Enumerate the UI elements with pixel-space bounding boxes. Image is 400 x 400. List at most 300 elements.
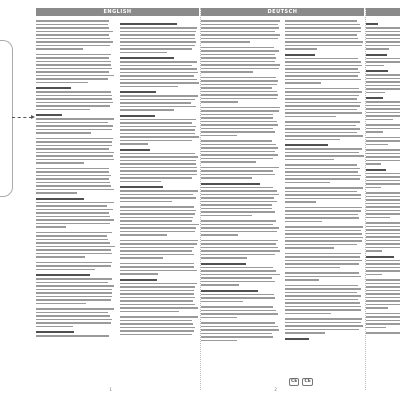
text-line [120, 201, 172, 203]
text-line [285, 237, 363, 239]
text-line [36, 118, 114, 120]
subheading [201, 263, 246, 265]
text-line [201, 154, 278, 156]
text-line [201, 224, 273, 226]
text-line [120, 52, 167, 54]
text-line [36, 34, 109, 36]
text-line [366, 153, 400, 155]
text-line [366, 176, 400, 178]
paragraph [36, 198, 115, 228]
text-line [36, 159, 114, 161]
paragraph [36, 54, 115, 84]
text-line [285, 112, 362, 114]
text-line [120, 220, 192, 222]
text-line [120, 213, 195, 215]
text-line [201, 170, 273, 172]
text-line [120, 224, 199, 226]
text-line [366, 217, 390, 219]
text-line [366, 88, 400, 90]
text-line [201, 227, 279, 229]
paragraph [36, 114, 115, 134]
text-line [120, 197, 196, 199]
subheading [120, 149, 150, 151]
paragraph [201, 220, 280, 236]
text-line [366, 92, 385, 94]
text-line [120, 119, 196, 121]
subheading [366, 169, 386, 171]
text-line [120, 38, 195, 40]
paragraph [120, 57, 199, 87]
text-line [120, 334, 192, 336]
text-line [36, 145, 112, 147]
text-line [201, 250, 280, 252]
text-line [36, 38, 110, 40]
text-line [366, 61, 400, 63]
text-line [285, 171, 358, 173]
text-line [36, 20, 109, 22]
text-line [36, 223, 110, 225]
text-line [36, 91, 111, 93]
paragraph [285, 54, 364, 84]
text-line [201, 284, 239, 286]
text-line [285, 322, 361, 324]
text-line [36, 68, 112, 70]
panel-deutsch [201, 8, 364, 394]
text-line [201, 204, 272, 206]
text-line [36, 122, 108, 124]
text-line [36, 278, 112, 280]
text-line [366, 293, 400, 295]
text-line [201, 64, 280, 66]
text-line [36, 216, 110, 218]
text-line [285, 207, 362, 209]
text-line [201, 167, 279, 169]
paragraph [366, 222, 400, 252]
text-line [120, 75, 194, 77]
text-line [36, 262, 112, 264]
text-line [36, 155, 113, 157]
text-line [36, 269, 95, 271]
text-line [120, 122, 192, 124]
paragraph [36, 274, 115, 304]
text-line [120, 68, 197, 70]
text-line [201, 50, 279, 52]
paragraph [120, 316, 199, 335]
paragraph [36, 308, 115, 327]
text-line [120, 307, 198, 309]
text-line [36, 212, 109, 214]
text-line [120, 250, 192, 252]
subheading [120, 115, 155, 117]
fold-arrow-icon [12, 117, 32, 118]
paragraph [201, 47, 280, 73]
subheading [366, 23, 378, 25]
text-line [285, 155, 364, 157]
text-line [36, 335, 109, 337]
text-line [36, 132, 91, 134]
text-line [366, 112, 400, 114]
paragraph [120, 206, 199, 236]
text-line [285, 148, 362, 150]
panel-heading: ENGLISH [36, 8, 199, 16]
text-line [120, 136, 199, 138]
text-line [120, 41, 196, 43]
text-line [120, 316, 198, 318]
text-line [285, 82, 321, 84]
text-line [201, 61, 275, 63]
text-line [201, 140, 272, 142]
text-line [201, 54, 275, 56]
text-line [285, 288, 361, 290]
paragraph [120, 91, 199, 111]
text-line [366, 210, 400, 212]
text-line [201, 174, 275, 176]
subheading [120, 186, 163, 188]
text-line [201, 208, 272, 210]
paragraph [366, 23, 400, 50]
text-line [366, 192, 400, 194]
text-line [201, 243, 276, 245]
text-line [201, 80, 278, 82]
text-line [201, 340, 237, 342]
text-line [201, 77, 276, 79]
text-line [285, 217, 359, 219]
text-line [285, 105, 360, 107]
text-line [201, 84, 277, 86]
text-line [201, 121, 277, 123]
text-line [285, 302, 360, 304]
text-line [366, 206, 400, 208]
text-line [201, 20, 280, 22]
text-line [36, 205, 107, 207]
text-line [285, 20, 357, 22]
text-line [120, 234, 167, 236]
text-line [366, 119, 393, 121]
text-line [201, 24, 278, 26]
text-line [36, 78, 108, 80]
text-line [285, 260, 362, 262]
text-line [285, 187, 363, 189]
text-line [201, 135, 237, 137]
text-line [285, 329, 359, 331]
paragraph [120, 115, 199, 145]
text-line [285, 27, 361, 29]
text-line [36, 308, 114, 310]
subheading [36, 114, 62, 116]
text-line [36, 219, 114, 221]
text-line [120, 140, 192, 142]
subheading [36, 198, 84, 200]
text-line [120, 263, 194, 265]
paragraph [36, 232, 115, 258]
text-line [36, 54, 111, 56]
text-line [36, 57, 109, 59]
text-line [285, 226, 363, 228]
text-line [120, 323, 193, 325]
text-line [366, 34, 400, 36]
text-line [201, 297, 275, 299]
text-line [201, 281, 275, 283]
text-line [285, 38, 358, 40]
text-line [36, 209, 113, 211]
text-line [285, 41, 363, 43]
text-line [366, 58, 400, 60]
text-line [120, 217, 193, 219]
text-line [120, 99, 195, 101]
text-line [36, 315, 110, 317]
text-line [120, 95, 198, 97]
text-line [36, 61, 111, 63]
subheading [366, 54, 387, 56]
text-line [120, 160, 196, 162]
text-line [36, 249, 111, 251]
text-line [201, 247, 278, 249]
text-line [366, 173, 400, 175]
paragraph [120, 186, 199, 202]
text-line [120, 257, 163, 259]
text-line [366, 290, 400, 292]
text-line [366, 274, 382, 276]
paragraph [366, 97, 400, 120]
text-line [120, 330, 194, 332]
text-line [285, 230, 361, 232]
text-line [201, 313, 278, 315]
text-line [366, 27, 400, 29]
paragraph [201, 140, 280, 163]
text-line [285, 164, 357, 166]
text-line [201, 87, 272, 89]
text-line [285, 48, 317, 50]
fold-margin [0, 0, 34, 400]
text-line [201, 107, 280, 109]
text-line [285, 318, 362, 320]
paragraph [285, 318, 364, 334]
paragraph [285, 207, 364, 223]
text-line [285, 279, 319, 281]
text-line [201, 317, 237, 319]
text-line [285, 178, 360, 180]
paragraph [285, 121, 364, 140]
text-line [285, 182, 330, 184]
text-line [366, 101, 400, 103]
text-line [36, 45, 110, 47]
paragraph [366, 149, 400, 165]
paragraph [120, 279, 199, 313]
text-line [120, 286, 195, 288]
text-line [366, 260, 400, 262]
text-line [36, 24, 108, 26]
paragraph [366, 332, 400, 334]
subheading [366, 256, 394, 258]
text-line [366, 115, 400, 117]
text-line [36, 141, 112, 143]
text-line [120, 143, 148, 145]
paragraph [36, 20, 115, 50]
text-line [285, 75, 358, 77]
text-line [201, 333, 272, 335]
text-line [201, 114, 273, 116]
text-line [201, 117, 273, 119]
subheading [366, 70, 388, 72]
text-line [285, 313, 331, 315]
text-line [36, 256, 85, 258]
text-line [366, 41, 400, 43]
text-line [201, 310, 276, 312]
text-line [36, 182, 110, 184]
text-line [36, 31, 113, 33]
text-line [36, 95, 112, 97]
text-line [120, 86, 178, 88]
text-line [201, 257, 247, 259]
text-line [201, 57, 276, 59]
text-line [36, 303, 86, 305]
text-line [36, 253, 112, 255]
text-line [366, 267, 400, 269]
text-line [285, 267, 340, 269]
text-line [366, 243, 400, 245]
text-line [120, 48, 192, 50]
text-line [36, 289, 112, 291]
panel-partial [366, 8, 400, 394]
text-line [366, 332, 400, 334]
text-line [36, 312, 108, 314]
text-line [36, 226, 66, 228]
paragraph [285, 272, 364, 281]
subheading [120, 57, 174, 59]
paragraph [201, 263, 280, 286]
text-line [36, 27, 109, 29]
paragraph [36, 87, 115, 110]
text-line [285, 102, 361, 104]
text-line [120, 31, 196, 33]
paragraph [285, 20, 364, 50]
text-line [285, 272, 359, 274]
text-line [201, 197, 274, 199]
text-line [366, 327, 386, 329]
text-line [36, 296, 112, 298]
text-line [366, 140, 400, 142]
paragraph [285, 285, 364, 315]
text-line [201, 91, 277, 93]
text-line [366, 128, 400, 130]
text-line [285, 125, 356, 127]
paragraph [120, 23, 199, 53]
subheading [36, 331, 74, 333]
text-line [366, 124, 400, 126]
text-line [285, 152, 359, 154]
text-line [285, 325, 363, 327]
text-line [120, 327, 195, 329]
text-line [201, 131, 275, 133]
text-line [366, 279, 400, 281]
text-line [120, 210, 196, 212]
text-line [366, 163, 381, 165]
text-line [120, 170, 197, 172]
text-line [201, 277, 272, 279]
text-line [36, 98, 112, 100]
text-line [285, 159, 334, 161]
text-line [120, 240, 198, 242]
text-column [285, 20, 364, 380]
text-line [366, 65, 384, 67]
panel-heading: DEUTSCH [201, 8, 364, 16]
text-line [285, 68, 358, 70]
text-line [120, 82, 199, 84]
subheading [120, 279, 157, 281]
subheading [285, 144, 328, 146]
text-line [366, 250, 382, 252]
text-line [201, 270, 276, 272]
paragraph [366, 256, 400, 276]
text-line [36, 232, 112, 234]
text-line [36, 148, 109, 150]
text-line [285, 95, 359, 97]
text-line [120, 304, 195, 306]
paragraph [366, 279, 400, 309]
text-line [285, 58, 358, 60]
text-line [120, 266, 194, 268]
text-line [285, 253, 361, 255]
paragraph [366, 124, 400, 133]
text-line [36, 299, 111, 301]
paragraph [366, 137, 400, 146]
text-line [36, 168, 109, 170]
text-line [201, 274, 280, 276]
text-line [36, 185, 111, 187]
text-line [120, 177, 192, 179]
text-line [120, 156, 198, 158]
panel-english [36, 8, 199, 394]
text-line [285, 34, 357, 36]
paragraph [201, 20, 280, 43]
text-line [36, 292, 112, 294]
text-line [366, 31, 400, 33]
text-line [201, 234, 238, 236]
text-line [120, 247, 194, 249]
text-line [285, 256, 360, 258]
text-column [120, 20, 199, 380]
paragraph [285, 226, 364, 249]
text-line [285, 31, 361, 33]
text-line [285, 285, 358, 287]
text-line [120, 290, 194, 292]
paragraph [285, 88, 364, 118]
text-line [285, 295, 361, 297]
subheading [120, 23, 177, 25]
text-line [201, 294, 274, 296]
text-line [366, 105, 400, 107]
text-line [366, 247, 400, 249]
text-line [201, 211, 275, 213]
text-line [120, 27, 197, 29]
text-line [201, 254, 275, 256]
text-line [366, 180, 400, 182]
text-line [366, 233, 400, 235]
paragraph [366, 70, 400, 93]
subheading [120, 91, 156, 93]
text-line [285, 65, 362, 67]
text-line [366, 236, 400, 238]
text-line [201, 38, 278, 40]
text-line [366, 81, 400, 83]
text-line [201, 147, 278, 149]
text-line [285, 332, 325, 334]
text-line [120, 320, 192, 322]
text-line [285, 79, 361, 81]
text-line [201, 240, 278, 242]
text-line [201, 322, 275, 324]
text-line [285, 128, 360, 130]
